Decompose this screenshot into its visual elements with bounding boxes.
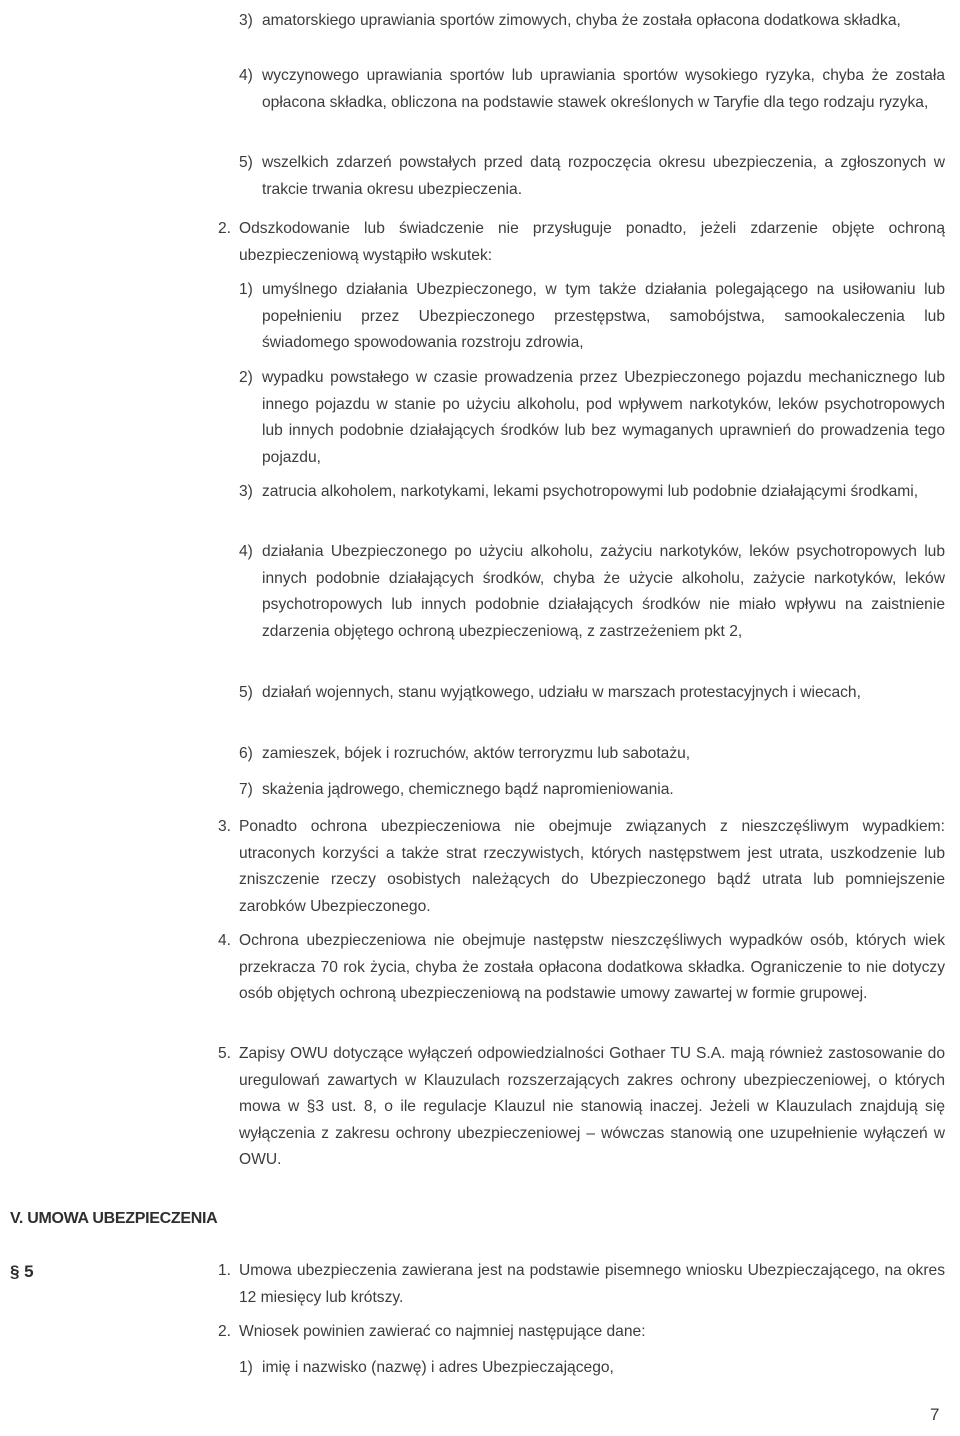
exclusion-item: [239, 150, 945, 203]
point-text: Umowa ubezpieczenia zawierana jest na podstawie pisemnego wniosku Ubezpieczającego, na okres 12 miesięcy lub krótszy.: [239, 1262, 945, 1306]
item-text: wszelkich zdarzeń powstałych przed datą rozpoczęcia okresu ubezpieczenia, a zgłoszonych w trakcie trwania okresu ubezpieczenia.: [262, 154, 945, 198]
exclusion-item: [239, 741, 945, 768]
item-number: 4): [239, 67, 253, 84]
item-number: 6): [239, 745, 253, 762]
item-number: 7): [239, 781, 253, 798]
exclusion-item: [239, 680, 945, 707]
exclusion-item: [239, 277, 945, 357]
item-text: zatrucia alkoholem, narkotykami, lekami psychotropowymi lub podobnie działającymi środkami,: [262, 483, 919, 500]
item-text: amatorskiego uprawiania sportów zimowych, chyba że została opłacona dodatkowa składka,: [262, 12, 901, 29]
paragraph-marker: § 5: [10, 1262, 34, 1281]
point-number: 5.: [218, 1045, 232, 1062]
exclusion-item: [239, 777, 945, 804]
exclusion-item: [239, 8, 945, 35]
point-number: 1.: [218, 1262, 232, 1279]
page-number: 7: [930, 1405, 940, 1424]
item-text: imię i nazwisko (nazwę) i adres Ubezpieczającego,: [262, 1359, 614, 1376]
item-text: wyczynowego uprawiania sportów lub uprawiania sportów wysokiego ryzyka, chyba że została opłacona składka, obliczona na podstawie stawek określonych w Taryfie dla tego rodzaju ryzyka,: [262, 67, 945, 111]
item-text: wypadku powstałego w czasie prowadzenia przez Ubezpieczonego pojazdu mechanicznego lub innego pojazdu w stanie po użyciu alkoholu, pod wpływem narkotyków, leków psychotropowych lub innych podobnie działających środków lub bez wymaganych uprawnień do prowadzenia tego pojazdu,: [262, 369, 945, 466]
numbered-point: [218, 1319, 945, 1346]
numbered-point: [218, 1258, 945, 1311]
item-text: działań wojennych, stanu wyjątkowego, udziału w marszach protestacyjnych i wiecach,: [262, 684, 861, 701]
exclusion-item: [239, 365, 945, 471]
numbered-point: [218, 928, 945, 1008]
item-text: działania Ubezpieczonego po użyciu alkoholu, zażyciu narkotyków, leków psychotropowych lub innych podobnie działających środków, chyba że użycie alkoholu, zażycie narkotyków, leków psychotropowych lub innych podobnie działających środków nie miało wpływu na zaistnienie zdarzenia objętego ochroną ubezpieczeniową, z zastrzeżeniem pkt 2,: [262, 543, 945, 640]
point-number: 2.: [218, 1323, 232, 1340]
item-number: 2): [239, 369, 253, 386]
item-number: 5): [239, 684, 253, 701]
exclusion-item: [239, 539, 945, 645]
point-number: 3.: [218, 818, 232, 835]
item-text: umyślnego działania Ubezpieczonego, w tym także działania polegającego na usiłowaniu lub popełnieniu przez Ubezpieczonego przestępstwa, samobójstwa, samookaleczenia lub świadomego spowodowania rozstroju zdrowia,: [262, 281, 945, 351]
point-number: 2.: [218, 220, 232, 237]
point-text: Odszkodowanie lub świadczenie nie przysługuje ponadto, jeżeli zdarzenie objęte ochroną ubezpieczeniową wystąpiło wskutek:: [239, 220, 945, 264]
item-number: 5): [239, 154, 253, 171]
point-text: Zapisy OWU dotyczące wyłączeń odpowiedzialności Gothaer TU S.A. mają również zastosowanie do uregulowań zawartych w Klauzulach rozszerzających zakres ochrony ubezpieczeniowej, o których mowa w §3 ust. 8, o ile regulacje Klauzul nie stanowią inaczej. Jeżeli w Klauzulach znajdują się wyłączenia z zakresu ochrony ubezpieczeniowej – wówczas stanowią one uzupełnienie wyłączeń w OWU.: [239, 1045, 945, 1168]
point-text: Ponadto ochrona ubezpieczeniowa nie obejmuje związanych z nieszczęśliwym wypadkiem: utraconych korzyści a także strat rzeczywistych, których następstwem jest utrata, uszkodzenie lub zniszczenie rzeczy osobistych należących do Ubezpieczonego bądź utrata lub pomniejszenie zarobków Ubezpieczonego.: [239, 818, 945, 915]
item-number: 1): [239, 1359, 253, 1376]
item-text: skażenia jądrowego, chemicznego bądź napromieniowania.: [262, 781, 674, 798]
item-number: 4): [239, 543, 253, 560]
item-number: 3): [239, 12, 253, 29]
item-number: 1): [239, 281, 253, 298]
numbered-point: [218, 814, 945, 920]
item-text: zamieszek, bójek i rozruchów, aktów terroryzmu lub sabotażu,: [262, 745, 691, 762]
exclusion-item: [239, 479, 945, 506]
exclusion-item: [239, 63, 945, 116]
list-item: [239, 1355, 945, 1382]
section-title: V. UMOWA UBEZPIECZENIA: [10, 1210, 218, 1227]
point-text: Wniosek powinien zawierać co najmniej następujące dane:: [239, 1323, 646, 1340]
numbered-point: [218, 216, 945, 269]
item-number: 3): [239, 483, 253, 500]
point-text: Ochrona ubezpieczeniowa nie obejmuje następstw nieszczęśliwych wypadków osób, których wiek przekracza 70 rok życia, chyba że została opłacona dodatkowa składka. Ograniczenie to nie dotyczy osób objętych ochroną ubezpieczeniową na podstawie umowy zawartej w formie grupowej.: [239, 932, 945, 1002]
numbered-point: [218, 1041, 945, 1174]
point-number: 4.: [218, 932, 232, 949]
